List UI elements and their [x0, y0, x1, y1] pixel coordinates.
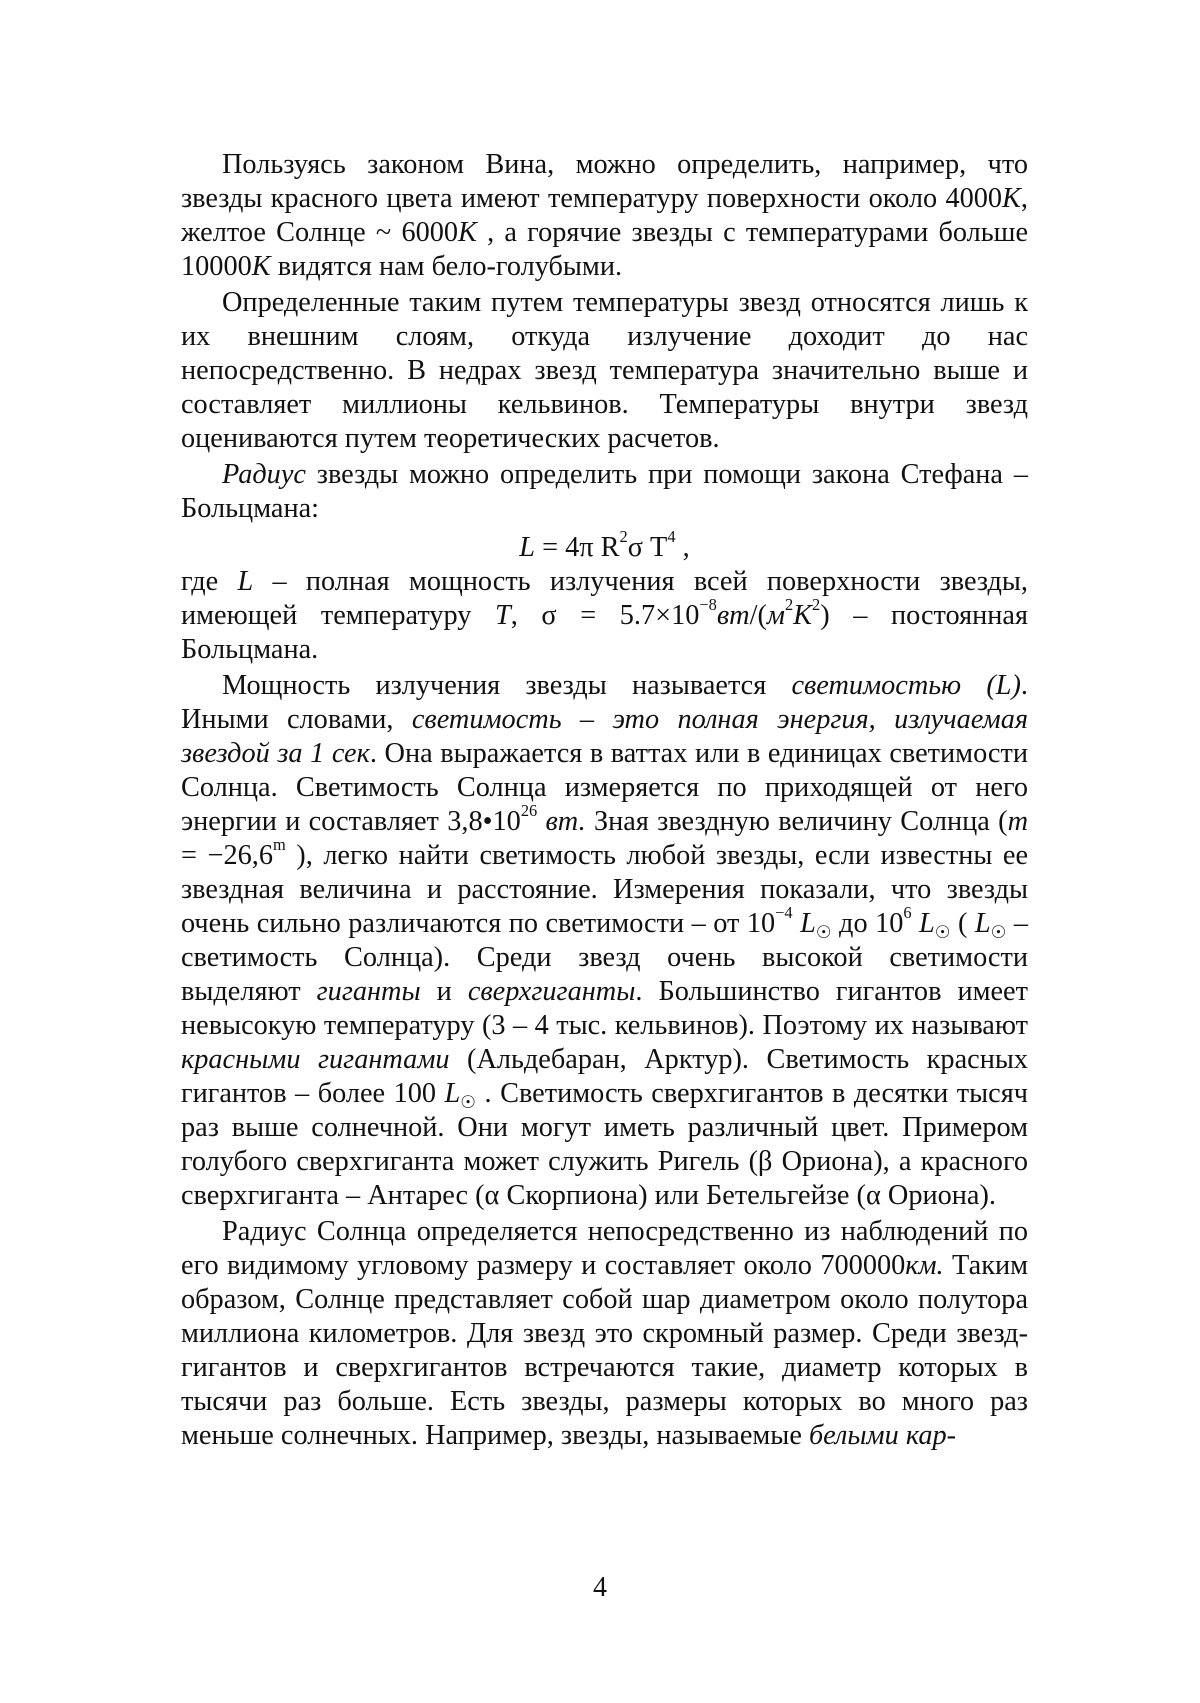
exponent: −4	[775, 903, 793, 923]
term-supergiants: сверхгиганты	[467, 976, 636, 1007]
page-number: 4	[593, 1572, 607, 1603]
text-run: . Большинство гигантов имеет невысокую температуру (3 – 4 тыс. кельвинов). Поэтому их называют	[181, 976, 1028, 1041]
text-run: Радиус Солнца определяется непосредственно из наблюдений по его видимому угловому размеру и составляет около 700000	[181, 1216, 1028, 1281]
text-run: ), легко найти светимость любой звезды, если известны ее звездная величина и расстояние. Измерения показали, что звезды очень сильно различаются по светимости – от 10	[181, 840, 1029, 939]
exponent: 6	[903, 903, 912, 923]
text-run: звезды можно определить при помощи закона Стефана – Больцмана:	[181, 459, 1028, 524]
term-white-dwarfs: белыми кар-	[808, 1420, 957, 1451]
symbol-magnitude: m	[1007, 806, 1029, 837]
text-run: Зная звездную величину Солнца (	[585, 806, 1008, 837]
symbol-temperature: T	[494, 600, 511, 631]
sun-icon: ☉	[990, 922, 1007, 943]
text-run: и	[420, 976, 468, 1007]
text-run: . Светимость сверхгигантов в десятки тысяч раз выше солнечной. Они могут иметь различный цвет. Примером голубого сверхгиганта может служить Ригель (β Ориона), а красного сверхгиганта – Антарес (α Скорпиона) или Бетельгейзе (α Ориона).	[181, 1078, 1028, 1211]
formula-part: σ T	[627, 532, 668, 563]
formula-exponent: 4	[667, 527, 676, 547]
text-run: видятся нам бело-голубыми.	[270, 251, 623, 282]
stefan-boltzmann-formula	[181, 528, 1028, 565]
text-run: – светимость Солнца). Среди звезд очень высокой светимости выделяют	[181, 908, 1029, 1007]
term-red-giants: красными гигантами	[181, 1044, 450, 1075]
text-run: – полная мощность излучения всей поверхности звезды, имеющей температуру	[181, 566, 1029, 631]
text-run: . Она выражается в ваттах или в единицах светимости Солнца. Светимость Солнца измеряется по приходящей от него энергии и составляет 3,8•10	[181, 738, 1028, 837]
symbol-luminosity: L	[444, 1078, 461, 1109]
text-run: где	[181, 566, 238, 597]
unit: вт.	[537, 806, 586, 837]
exponent: 2	[784, 595, 794, 615]
text-run: . Иными словами,	[181, 670, 1028, 735]
text-run: /(	[749, 600, 767, 631]
text-run: Таким образом, Солнце представляет собой шар диаметром около полутора миллиона километров. Для звезд это скромный размер. Среди звезд-гигантов и сверхгигантов встречаются такие, диаметр которых в тысячи раз больше. Есть звезды, размеры которых во много раз меньше солнечных. Например, звезды, называемые	[181, 1250, 1028, 1451]
exponent: 26	[520, 801, 538, 821]
formula-exponent: 2	[619, 527, 628, 547]
unit: вт	[716, 600, 750, 631]
exponent: 2	[812, 595, 821, 615]
luminosity-definition: светимость – это полная энергия, излучаемая звездой за 1 сек	[181, 704, 1028, 769]
formula-part: ,	[675, 532, 690, 563]
text-run: (	[950, 908, 975, 939]
exponent: m	[272, 835, 286, 855]
paragraph-sun-radius	[181, 1215, 1028, 1453]
sigma-value: , σ = 5.7×10	[510, 600, 700, 631]
kelvin-symbol: K	[1002, 183, 1021, 214]
kelvin-symbol: K	[458, 217, 477, 248]
term-luminosity: светимостью (L)	[791, 670, 1021, 701]
unit: км.	[905, 1250, 944, 1281]
symbol-luminosity: L	[974, 908, 991, 939]
sun-icon: ☉	[934, 922, 951, 943]
text-run: (Альдебаран, Арктур). Светимость красных гигантов – более 100	[181, 1044, 1028, 1109]
text-run: , а горячие звезды с температурами больше 10000	[181, 217, 1029, 282]
sun-icon: ☉	[815, 922, 832, 943]
text-run: , желтое Солнце ~ 6000	[181, 183, 1028, 248]
symbol-luminosity: L	[237, 566, 254, 597]
unit: м	[766, 600, 785, 631]
paragraph-luminosity	[181, 669, 1028, 1213]
sun-icon: ☉	[460, 1092, 477, 1113]
term-radius: Радиус	[222, 459, 306, 490]
text-run: Мощность излучения звезды называется	[222, 670, 792, 701]
term-giants: гиганты	[316, 976, 421, 1007]
paragraph-wien-law	[181, 148, 1028, 284]
page-body	[181, 148, 1028, 1455]
paragraph-radius-intro	[181, 458, 1028, 526]
paragraph-temperatures: Определенные таким путем температуры звезд относятся лишь к их внешним слоям, откуда излучение доходит до нас непосредственно. В недрах звезд температура значительно выше и составляет миллионы кельвинов. Температуры внутри звезд оцениваются путем теоретических расчетов.	[181, 287, 1028, 454]
formula-part: = 4π R	[535, 532, 620, 563]
text-run: = −26,6	[181, 840, 273, 871]
exponent: −8	[699, 595, 717, 615]
unit: K	[793, 600, 813, 631]
formula-symbol: L	[519, 532, 536, 563]
symbol-luminosity: L	[792, 908, 816, 939]
text-run: Пользуясь законом Вина, можно определить, например, что звезды красного цвета имеют температуру поверхности около 4000	[181, 149, 1028, 214]
text-run: до 10	[831, 908, 904, 939]
kelvin-symbol: K	[251, 251, 271, 282]
symbol-luminosity: L	[911, 908, 935, 939]
paragraph-formula-explanation	[181, 565, 1028, 667]
text-run: ) – постоянная Больцмана.	[181, 600, 1028, 665]
